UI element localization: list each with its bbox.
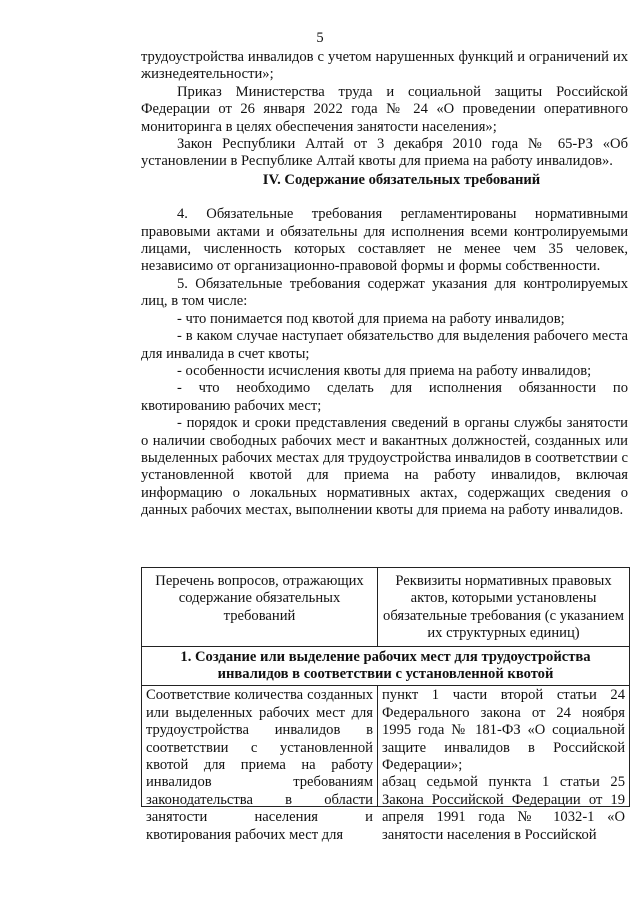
paragraph: 4. Обязательные требования регламентированы нормативными правовыми актами и обязательны для исполнения всеми контролируемыми лицами, численность которых составляет не менее чем 35 человек, независимо от организационно-правовой формы и формы собственности.	[141, 206, 628, 275]
page-number: 5	[316, 30, 324, 46]
list-item: - что понимается под квотой для приема на работу инвалидов;	[177, 310, 565, 327]
paragraph: трудоустройства инвалидов с учетом нарушенных функций и ограничений их жизнедеятельности»;	[141, 49, 628, 83]
document-body	[141, 49, 628, 520]
table-header-cell: Перечень вопросов, отражающих содержание обязательных требований	[142, 568, 378, 647]
table-row	[142, 686, 630, 807]
question-text: Соответствие количества созданных или выделенных рабочих мест для трудоустройства инвалидов в соответствии с установленной квотой для приема на работу инвалидов требованиям законодательства в области занятости населения и квотирования рабочих мест для	[146, 687, 373, 843]
list-item: - порядок и сроки представления сведений в органы службы занятости о наличии свободных рабочих мест и вакантных должностей, созданных или выделенных рабочих местах для трудоустройства инвалидов в соответствии с установленной квотой для приема на работу инвалидов, включая информацию о локальных нормативных актах, содержащих сведения о данных рабочих местах, выполнении квоты для приема на работу инвалидов.	[141, 415, 628, 519]
list-item: - особенности исчисления квоты для приема на работу инвалидов;	[177, 362, 592, 379]
table-section-row	[142, 646, 630, 686]
list-item: - в каком случае наступает обязательство для выделения рабочего места для инвалида в счет квоты;	[141, 328, 628, 362]
table-section-title: 1. Создание или выделение рабочих мест для трудоустройства инвалидов в соответствии с установленной квотой	[142, 646, 630, 686]
reference-item: пункт 1 части второй статьи 24 Федерального закона от 24 ноября 1995 года № 181-ФЗ «О социальной защите инвалидов в Российской Федерации»;	[382, 687, 625, 774]
paragraph: Приказ Министерства труда и социальной защиты Российской Федерации от 26 января 2022 года № 24 «О проведении оперативного мониторинга в целях обеспечения занятости населения»;	[141, 83, 628, 135]
requirements-table	[141, 567, 630, 843]
list-item: - что необходимо сделать для исполнения обязанности по квотированию рабочих мест;	[141, 380, 628, 414]
paragraph: 5. Обязательные требования содержат указания для контролируемых лиц, в том числе:	[141, 275, 628, 310]
references-text	[382, 687, 625, 843]
table-cell	[142, 686, 378, 843]
paragraph: Закон Республики Алтай от 3 декабря 2010 года № 65-РЗ «Об установлении в Республике Алтай квоты для приема на работу инвалидов».	[141, 136, 628, 170]
section-heading: IV. Содержание обязательных требований	[262, 171, 541, 188]
reference-item: абзац седьмой пункта 1 статьи 25 Закона Российской Федерации от 19 апреля 1991 года № 1032-1 «О занятости населения в Российской	[382, 774, 625, 843]
table-cell	[378, 686, 630, 843]
table-header-cell: Реквизиты нормативных правовых актов, которыми установлены обязательные требования (с указанием их структурных единиц)	[378, 568, 630, 647]
table-header-row	[142, 568, 630, 647]
